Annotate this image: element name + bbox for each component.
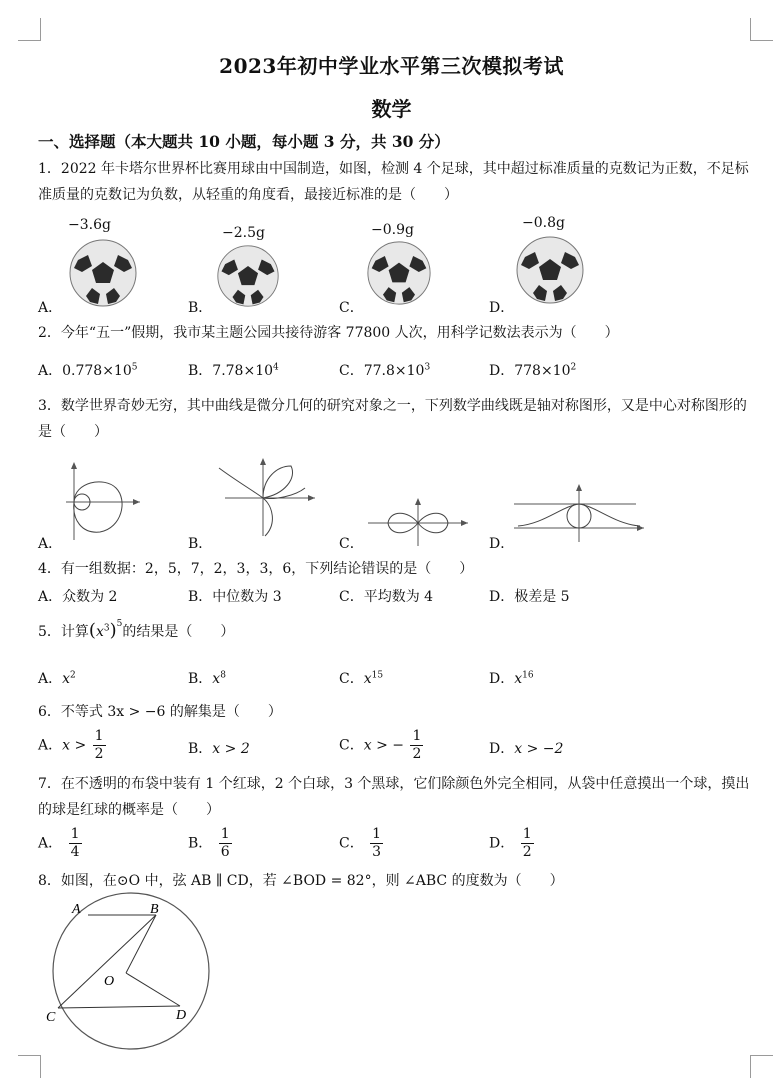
q3-option-a: A． xyxy=(38,536,63,552)
q2-option-d: D．$778\times 10^2$ xyxy=(489,362,577,379)
question-1-stem: 1．2022 年卡塔尔世界杯比赛用球由中国制造，如图，检测 4 个足球，其中超过标准质量的克数记为正数，不足标准质量的克数记为负数，从轻重的角度看，最接近标准的是（ ） xyxy=(38,161,749,203)
circle-geometry-figure xyxy=(38,903,218,1033)
soccer-ball-icon xyxy=(68,238,138,308)
q5-option-b: B．$x^8$ xyxy=(188,670,226,687)
q4-option-b: B．中位数为 3 xyxy=(188,589,282,605)
crop-mark-bottom-left xyxy=(18,1055,41,1078)
q1-option-a: A． xyxy=(38,300,63,316)
section-heading: 一、选择题（本大题共 10 小题，每小题 3 分，共 30 分） xyxy=(38,132,450,151)
q2-option-c: C．$77.8\times 10^3$ xyxy=(339,362,431,379)
crop-mark-top-left xyxy=(18,18,41,41)
q7-option-c: C． $\frac{1}{3}$ xyxy=(339,826,382,860)
exam-subject: 数学 xyxy=(371,97,412,121)
ball-d-mass: −0.8g xyxy=(522,215,565,231)
folium-curve-figure xyxy=(215,458,315,538)
cardioid-curve-figure xyxy=(60,462,140,542)
q1-option-b: B． xyxy=(188,300,213,316)
question-3-stem: 3．数学世界奇妙无穷，其中曲线是微分几何的研究对象之一，下列数学曲线既是轴对称图形，又是中心对称图形的是（ ） xyxy=(38,398,747,440)
point-c-label: C xyxy=(46,1010,56,1025)
q4-option-c: C．平均数为 4 xyxy=(339,589,434,605)
question-4-stem: 4．有一组数据：2，5，7，2，3，3，6，下列结论错误的是（ ） xyxy=(38,561,474,577)
q6-option-b: B．x > 2 xyxy=(188,741,250,757)
question-8-stem: 8．如图，在⊙O 中，弦 AB ∥ CD，若 ∠BOD = 82°，则 ∠ABC 的度数为（ ） xyxy=(38,873,564,889)
q7-option-d: D． $\frac{1}{2}$ xyxy=(489,826,532,860)
q3-option-d: D． xyxy=(489,536,515,552)
ball-c-mass: −0.9g xyxy=(371,222,414,238)
lemniscate-curve-figure xyxy=(368,498,468,548)
point-d-label: D xyxy=(176,1008,187,1023)
q5-option-c: C．$x^{15}$ xyxy=(339,670,384,687)
crop-mark-bottom-right xyxy=(750,1055,773,1078)
soccer-ball-icon xyxy=(216,244,280,308)
question-5-stem: 5．计算$(x^3)^5$的结果是（ ） xyxy=(38,619,235,641)
q6-option-a: A．x > $\frac{1}{2}$ xyxy=(38,728,104,762)
question-2-stem: 2．今年“五一”假期，我市某主题公园共接待游客 77800 人次，用科学记数法表示为（ ） xyxy=(38,325,619,341)
question-6-stem: 6．不等式 3x > −6 的解集是（ ） xyxy=(38,704,282,720)
q7-option-b: B． $\frac{1}{6}$ xyxy=(188,826,230,860)
q7-option-a: A． $\frac{1}{4}$ xyxy=(38,826,80,860)
crop-mark-top-right xyxy=(750,18,773,41)
ball-b-mass: −2.5g xyxy=(222,225,265,241)
q2-option-a: A．$0.778\times 10^5$ xyxy=(38,362,138,379)
point-a-label: A xyxy=(72,902,81,917)
q2-option-b: B．$7.78\times 10^4$ xyxy=(188,362,279,379)
question-7-stem: 7．在不透明的布袋中装有 1 个红球，2 个白球，3 个黑球，它们除颜色外完全相同，从袋中任意摸出一个球，摸出的球是红球的概率是（ ） xyxy=(38,776,750,818)
ball-a-mass: −3.6g xyxy=(68,217,111,233)
q5-option-a: A．$x^2$ xyxy=(38,670,76,687)
q1-option-c: C． xyxy=(339,300,364,316)
q4-option-d: D．极差是 5 xyxy=(489,589,570,605)
soccer-ball-icon xyxy=(515,235,585,305)
q5-option-d: D．$x^{16}$ xyxy=(489,670,534,687)
exam-title: 2023年初中学业水平第三次模拟考试 xyxy=(219,54,564,78)
q3-option-b: B． xyxy=(188,536,213,552)
q6-option-d: D．x > −2 xyxy=(489,741,564,757)
point-b-label: B xyxy=(150,902,159,917)
witch-curve-figure xyxy=(514,484,644,544)
point-o-label: O xyxy=(104,974,115,989)
q1-option-d: D． xyxy=(489,300,515,316)
q3-option-c: C． xyxy=(339,536,364,552)
q6-option-c: C．x > − $\frac{1}{2}$ xyxy=(339,728,422,762)
q4-option-a: A．众数为 2 xyxy=(38,589,118,605)
soccer-ball-icon xyxy=(366,240,432,306)
